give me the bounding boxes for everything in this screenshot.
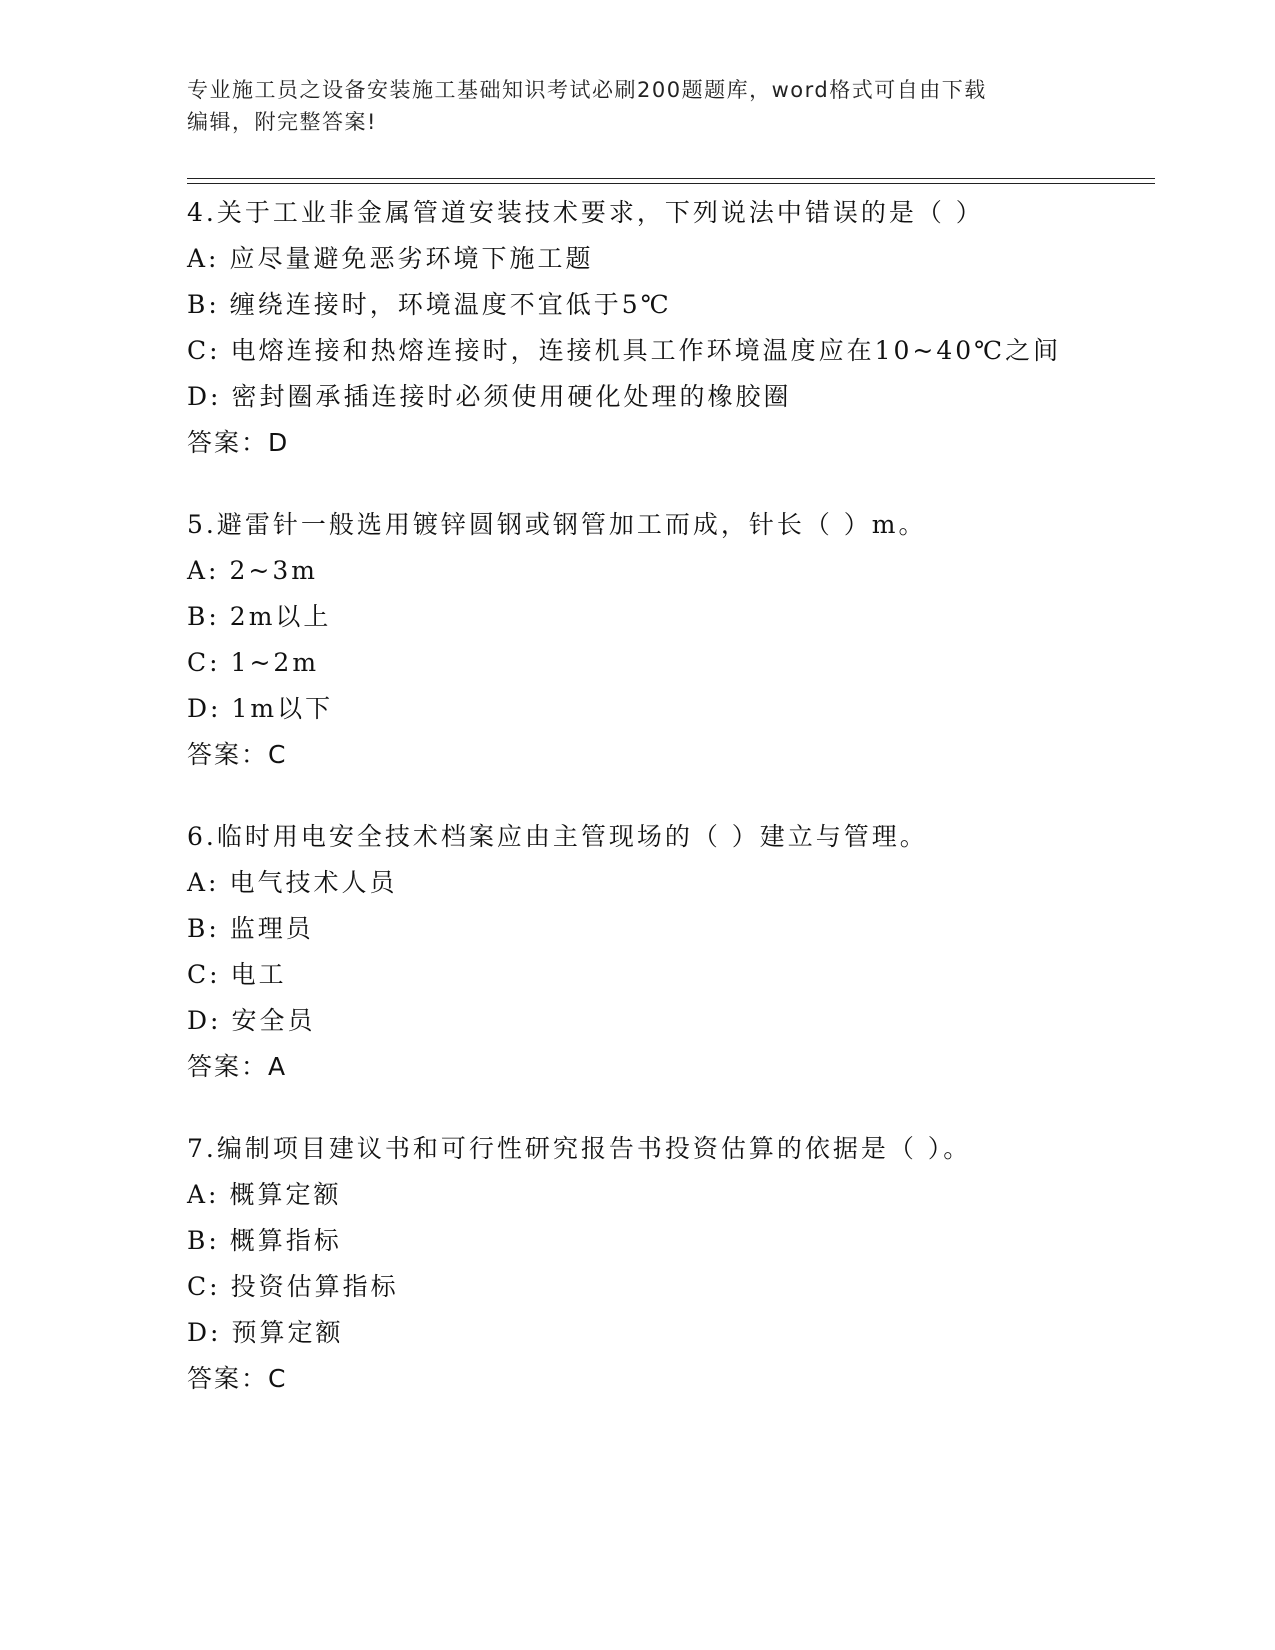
option-key: A: [187,556,220,585]
option-text: 电气技术人员 [229,868,398,897]
option-text: 电熔连接和热熔连接时，连接机具工作环境温度应在10~40℃之间 [230,336,1062,365]
question-answer: 答案：C [187,1364,288,1393]
question-list [187,190,1187,1438]
question-option [187,952,1187,998]
option-key: A: [187,868,220,897]
option-key: C: [187,1272,221,1301]
option-key: B: [187,602,220,631]
question-option [187,548,1187,594]
question-stem: 6.临时用电安全技术档案应由主管现场的（ ）建立与管理。 [187,822,928,851]
question-option [187,640,1187,686]
option-text: 2~3m [229,556,318,585]
option-key: C: [187,336,221,365]
option-key: C: [187,648,221,677]
question-option [187,282,1187,328]
question-stem: 4.关于工业非金属管道安装技术要求，下列说法中错误的是（ ） [187,198,984,227]
option-text: 缠绕连接时，环境温度不宜低于5℃ [229,290,672,319]
question-option [187,594,1187,640]
header-divider-top [187,178,1155,179]
header-title-line2: 编辑，附完整答案! [187,110,377,134]
option-text: 应尽量避免恶劣环境下施工题 [229,244,594,273]
option-key: A: [187,244,220,273]
question-item [187,1126,1187,1402]
option-text: 1m以下 [231,694,334,723]
question-option [187,1172,1187,1218]
option-text: 电工 [230,960,287,989]
question-item [187,190,1187,466]
option-text: 2m以上 [229,602,332,631]
document-header [187,74,1067,138]
header-divider-bottom [187,183,1155,184]
question-option [187,998,1187,1044]
option-key: B: [187,290,220,319]
option-key: D: [187,1006,222,1035]
option-text: 概算指标 [229,1226,342,1255]
option-key: B: [187,914,220,943]
option-key: D: [187,694,222,723]
option-text: 概算定额 [229,1180,342,1209]
option-key: D: [187,382,222,411]
question-option [187,1264,1187,1310]
question-answer: 答案：A [187,1052,288,1081]
question-answer: 答案：D [187,428,290,457]
option-text: 安全员 [231,1006,316,1035]
question-option [187,236,1187,282]
question-item [187,502,1187,778]
option-text: 预算定额 [231,1318,344,1347]
option-text: 监理员 [229,914,314,943]
option-key: C: [187,960,221,989]
question-answer: 答案：C [187,740,288,769]
option-key: A: [187,1180,220,1209]
header-title-line1: 专业施工员之设备安装施工基础知识考试必刷200题题库，word格式可自由下载 [187,78,987,102]
option-text: 投资估算指标 [230,1272,399,1301]
option-text: 1~2m [230,648,320,677]
question-option [187,1310,1187,1356]
option-key: D: [187,1318,222,1347]
question-option [187,328,1187,374]
question-stem: 5.避雷针一般选用镀锌圆钢或钢管加工而成，针长（ ）m。 [187,510,927,539]
question-option [187,374,1187,420]
question-option [187,860,1187,906]
question-option [187,906,1187,952]
option-text: 密封圈承插连接时必须使用硬化处理的橡胶圈 [231,382,792,411]
question-stem: 7.编制项目建议书和可行性研究报告书投资估算的依据是（ ）。 [187,1134,972,1163]
question-option [187,686,1187,732]
question-item [187,814,1187,1090]
option-key: B: [187,1226,220,1255]
question-option [187,1218,1187,1264]
